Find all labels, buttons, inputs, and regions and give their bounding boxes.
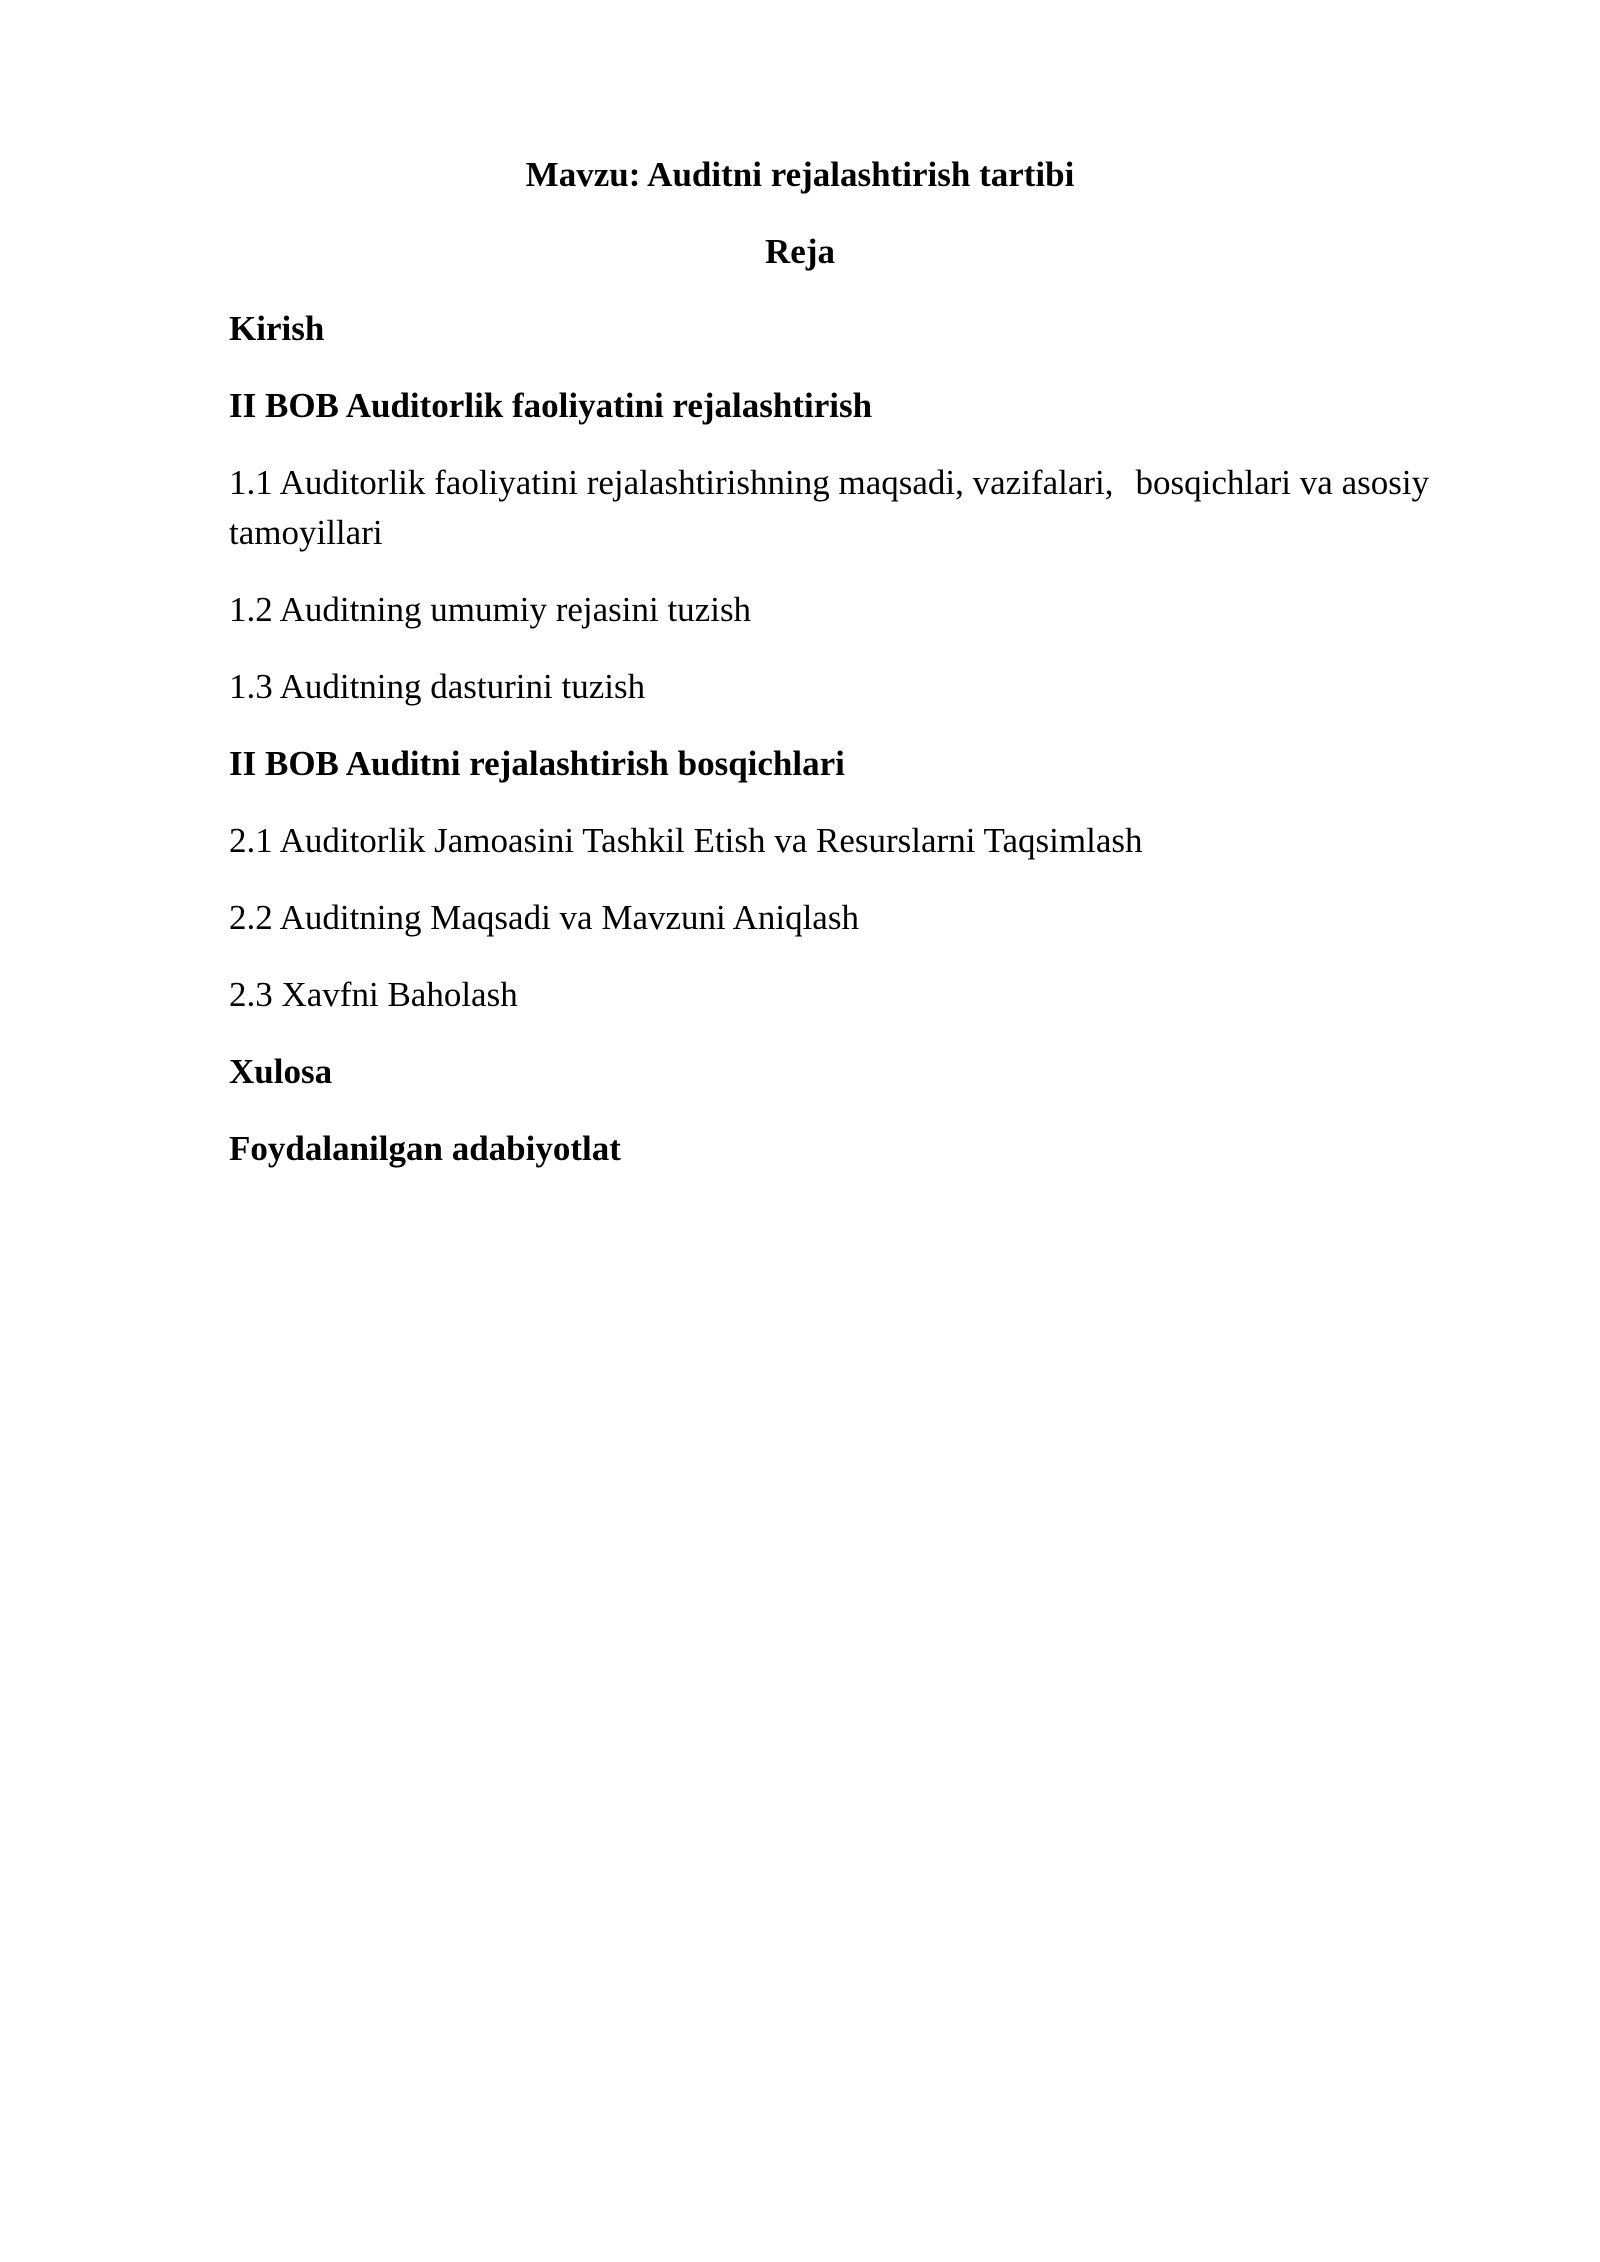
page-title: Mavzu: Auditni rejalashtirish tartibi [525,155,1075,194]
page-subtitle: Reja [765,232,835,271]
toc-item-1-1 [229,458,1439,558]
toc-item-conclusion: Xulosa [229,1052,333,1091]
toc-item-1-1-text: 1.1 Auditorlik faoliyatini rejalashtirishning maqsadi, vazifalari, [229,463,1114,502]
toc-item-2-3: 2.3 Xavfni Baholash [229,975,518,1014]
toc-item-1-2: 1.2 Auditning umumiy rejasini tuzish [229,590,752,629]
toc-item-introduction: Kirish [229,309,325,348]
toc-item-2-2: 2.2 Auditning Maqsadi va Mavzuni Aniqlash [229,898,859,937]
toc-chapter-2-heading: II BOB Auditni rejalashtirish bosqichlari [229,744,845,783]
toc-item-1-1-continuation: bosqichlari va asosiy tamoyillari [229,463,1430,552]
toc-item-2-1: 2.1 Auditorlik Jamoasini Tashkil Etish va Resurslarni Taqsimlash [229,821,1143,860]
toc-chapter-1-heading: II BOB Auditorlik faoliyatini rejalashtirish [229,386,873,425]
toc-item-references: Foydalanilgan adabiyotlat [229,1129,621,1168]
toc-item-1-3: 1.3 Auditning dasturini tuzish [229,667,646,706]
